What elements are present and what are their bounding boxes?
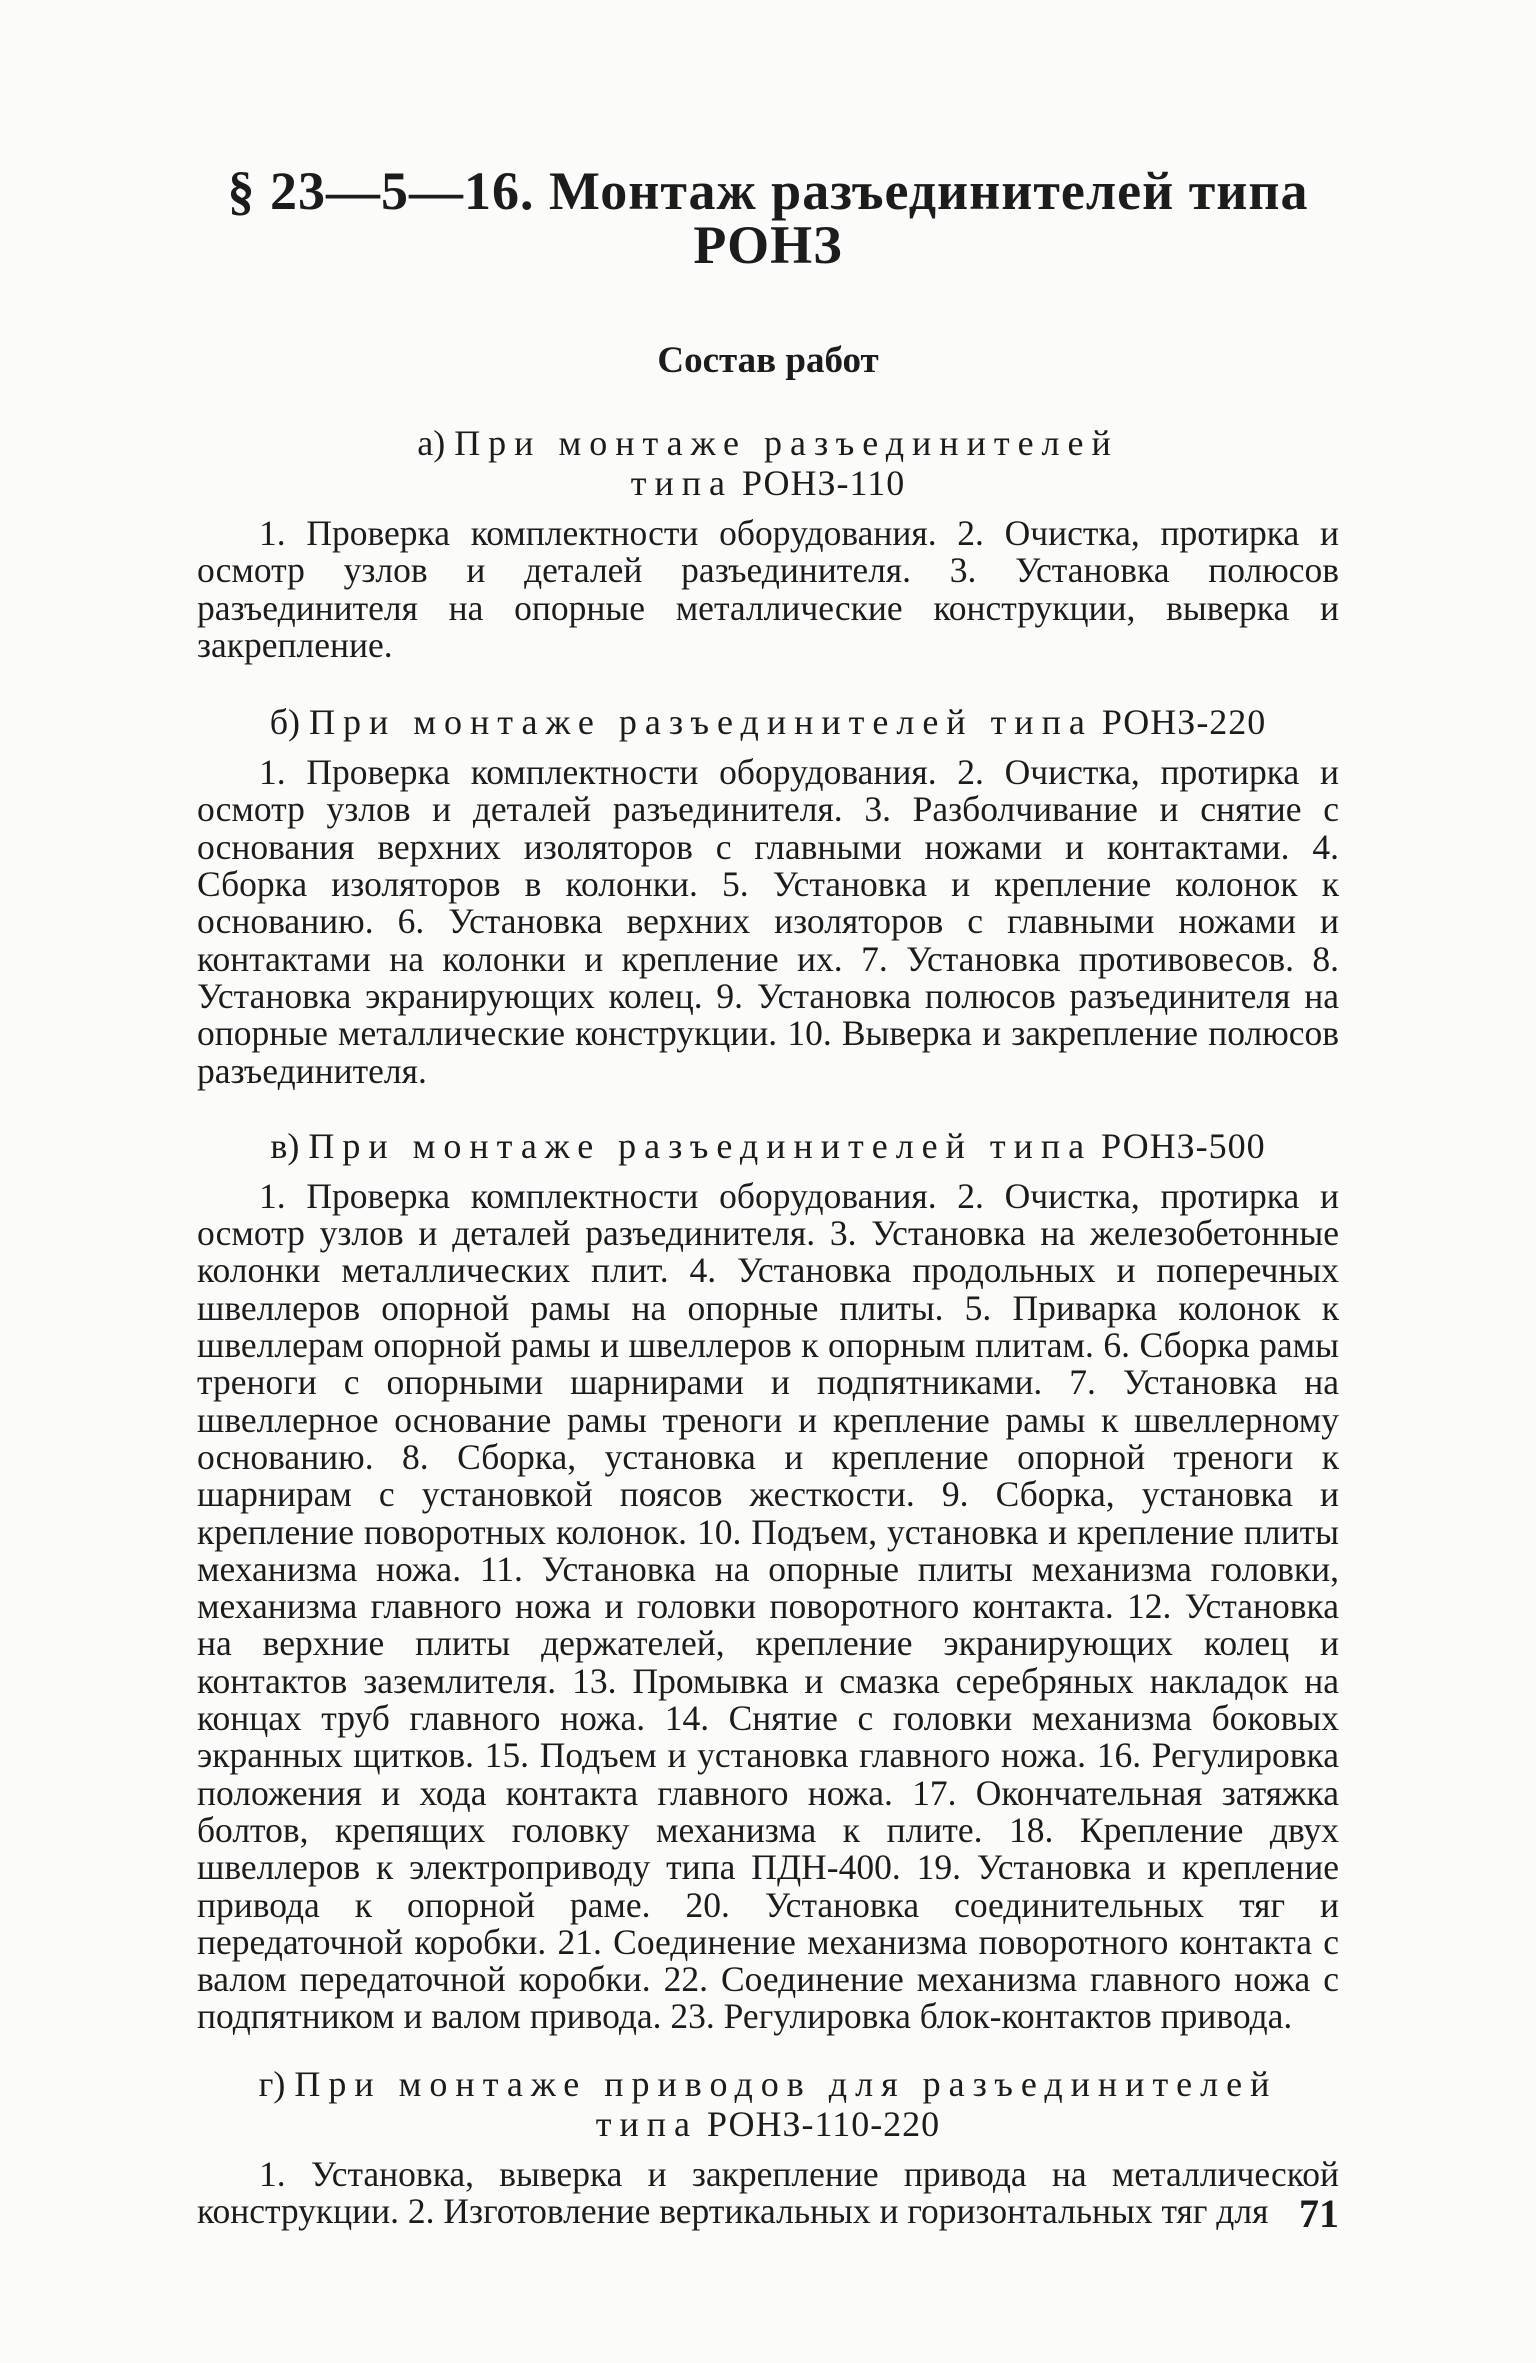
subsection-b-text: 1. Проверка комплектности оборудования. 2. Очистка, протирка и осмотр узлов и деталей разъединителя. 3. Разболчивание и снятие с основания верхних изоляторов с главными ножами и контактами. 4. Сборка изоляторов в колонки. 5. Установка и крепление колонок к основанию. 6. Установка верхних изоляторов с главными ножами и контактами на колонки и крепление их. 7. Установка противовесов. 8. Установка экранирующих колец. 9. Установка полюсов разъединителя на опорные металлические конструкции. 10. Выверка и закрепление полюсов разъединителя. [197, 752, 1339, 1091]
section-title: § 23—5—16. Монтаж разъединителей типа РОНЗ [227, 161, 1309, 275]
subsection-c-heading [197, 1126, 1339, 1166]
subsection-b-title: При монтаже разъединителей типа [309, 702, 1093, 743]
subsection-d-heading [197, 2064, 1339, 2144]
subsection-a-title: При монтаже разъединителей [454, 423, 1119, 463]
subsection-c-text: 1. Проверка комплектности оборудования. 2. Очистка, протирка и осмотр узлов и деталей разъединителя. 3. Установка на железобетонные колонки металлических плит. 4. Установка продольных и поперечных швеллеров опорной рамы на опорные плиты. 5. Приварка колонок к швеллерам опорной рамы и швеллеров к опорным плитам. 6. Сборка рамы треноги с опорными шарнирами и подпятниками. 7. Установка на швеллерное основание рамы треноги и крепление рамы к швеллерному основанию. 8. Сборка, установка и крепление опорной треноги к шарнирам с установкой поясов жесткости. 9. Сборка, установка и крепление поворотных колонок. 10. Подъем, установка и крепление плиты механизма ножа. 11. Установка на опорные плиты механизма головки, механизма главного ножа и головки поворотного контакта. 12. Установка на верхние плиты держателей, крепление экранирующих колец и контактов заземлителя. 13. Промывка и смазка серебряных накладок на концах труб главного ножа. 14. Снятие с головки механизма боковых экранных щитков. 15. Подъем и установка главного ножа. 16. Регулировка положения и хода контакта главного ножа. 17. Окончательная затяжка болтов, крепящих головку механизма к плите. 18. Крепление двух швеллеров к электроприводу типа ПДН-400. 19. Установка и крепление привода к опорной раме. 20. Установка соединительных тяг и передаточной коробки. 21. Соединение механизма поворотного контакта с валом передаточной коробки. 22. Соединение механизма главного ножа с подпятником и валом привода. 23. Регулировка блок-контактов привода. [197, 1175, 1339, 2037]
document-page [197, 150, 1339, 2230]
subsection-d-type: типа [595, 2103, 699, 2144]
subsection-a-text: 1. Проверка комплектности оборудования. 2. Очистка, протирка и осмотр узлов и деталей разъединителя. 3. Установка полюсов разъединителя на опорные металлические конструкции, выверка и закрепление. [197, 513, 1339, 665]
subsection-c-title: При монтаже разъединителей типа [308, 1125, 1093, 1166]
subsection-a-label: а) [417, 423, 446, 463]
subsection-b-label: б) [269, 702, 300, 743]
subsection-a-heading [197, 423, 1339, 503]
subsection-d-title: При монтаже приводов для разъединителей [294, 2063, 1278, 2104]
page-number: 71 [1299, 2191, 1339, 2236]
subsection-c-model: РОНЗ-500 [1101, 1125, 1266, 1166]
subsection-a-model: РОНЗ-110 [742, 463, 906, 503]
composition-heading: Состав работ [657, 340, 879, 381]
subsection-b-heading [197, 702, 1339, 742]
subsection-b-model: РОНЗ-220 [1101, 702, 1267, 743]
subsection-c-label: в) [270, 1125, 300, 1166]
subsection-a-type: типа [630, 463, 734, 503]
subsection-d-model: РОНЗ-110-220 [707, 2103, 941, 2144]
subsection-d-label: г) [258, 2063, 286, 2104]
subsection-d-text: 1. Установка, выверка и закрепление привода на металлической конструкции. 2. Изготовление вертикальных и горизонтальных тяг для [197, 2153, 1339, 2231]
